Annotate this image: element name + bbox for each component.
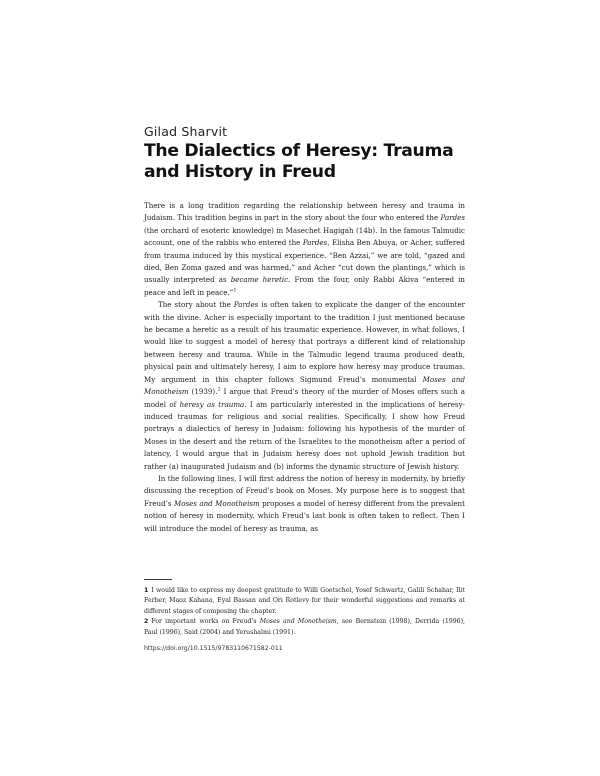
text-run: (the orchard of esoteric knowledge) in Masechet Hagigah (14b). In the famous Talmudic account, one of the rabbis who entered the [144, 225, 465, 248]
italic-term: Moses and Monotheism [173, 498, 260, 508]
text-run: . I am particularly interested in the implications of heresy-induced traumas for religious and social realities. Specifically, I show how Freud portrays a dialectics of heresy in Judaism: following his hypothesis of the murder of Moses in the desert and the return of the Israelites to the monotheism after a period of latency, I would argue that in Judaism heresy does not uphold Jewish tradition but rather (a) inaugurated Judaism and (b) informs the dynamic structure of Jewish history. [144, 399, 465, 471]
italic-term: Moses and Monotheism [259, 618, 337, 626]
text-run: There is a long tradition regarding the relationship between heresy and trauma in Judaism. This tradition begins in part in the story about the four who entered the [144, 201, 465, 223]
text-run: I argue that Freud’s theory of the murder of Moses offers such a model of [144, 387, 465, 409]
footnote-divider [144, 579, 172, 580]
text-run: proposes a model of heresy different from the prevalent notion of heresy in modernity, which Freud’s last book is often taken to reflect. Then I will introduce the model of heresy as trauma, as [144, 498, 465, 533]
paragraph-1 [144, 200, 465, 299]
italic-term: heresy as trauma [179, 399, 245, 409]
author-name: Gilad Sharvit [144, 124, 228, 139]
footnotes [144, 586, 465, 638]
body-text [144, 200, 465, 535]
footnote-text: For important works on Freud’s [151, 618, 260, 626]
paragraph-2 [144, 299, 465, 473]
doi-link[interactable]: https://doi.org/10.1515/9783110671582-011 [144, 645, 283, 652]
text-run: , Elisha Ben Abuya, or Acher, suffered from trauma induced by this mystical experience. “Ben Azzai,” we are told, “gazed and died, Ben Zoma gazed and was harmed,” and Acher “cut down the plantings,” which is usually interpreted as [144, 238, 465, 285]
footnote-2 [144, 617, 465, 638]
footnote-number: 2 [144, 618, 149, 626]
footnote-1 [144, 586, 465, 617]
text-run: The story about the [158, 300, 234, 310]
footnote-ref-1[interactable]: 1 [233, 287, 237, 294]
italic-term: Pardes [440, 213, 465, 223]
text-run: . From the four, only Rabbi Akiva “entered in peace and left in peace.” [144, 275, 465, 297]
text-run: is often taken to explicate the danger of the encounter with the divine. Acher is especially important to the tradition I just mentioned because he became a heretic as a result of his traumatic experience. However, in what follows, I would like to suggest a model of heresy that portrays a different kind of relationship between heresy and trauma. While in the Talmudic legend trauma produced death, physical pain and ultimately heresy, I aim to explore how heresy may produce traumas. My argument in this chapter follows Sigmund Freud’s monumental [144, 300, 465, 384]
text-run: In the following lines, I will first address the notion of heresy in modernity, by briefly discussing the reception of Freud’s book on Moses. My purpose here is to suggest that Freud’s [144, 473, 465, 508]
italic-term: Pardes [302, 238, 328, 248]
italic-term: became heretic [230, 275, 289, 285]
paragraph-3 [144, 473, 465, 535]
footnote-text: I would like to express my deepest gratitude to Willi Goetschel, Yosef Schwartz, Galili Schahar, Ilit Ferber, Maoz Kahana, Eyal Bassan and Ori Rotlevy for their wonderful suggestions and remarks at different stages of composing the chapter. [144, 587, 465, 615]
italic-term: Pardes [233, 300, 259, 310]
footnote-ref-2[interactable]: 2 [217, 386, 221, 393]
chapter-title: The Dialectics of Heresy: Trauma and History in Freud [144, 141, 454, 182]
italic-term: Moses and Monotheism [144, 374, 466, 397]
text-run: (1939). [188, 387, 218, 397]
footnote-number: 1 [144, 587, 149, 594]
footnote-text: , see Bernstein (1998), Derrida (1996), Paul (1996), Said (2004) and Yerushalmi (1991). [144, 618, 465, 636]
